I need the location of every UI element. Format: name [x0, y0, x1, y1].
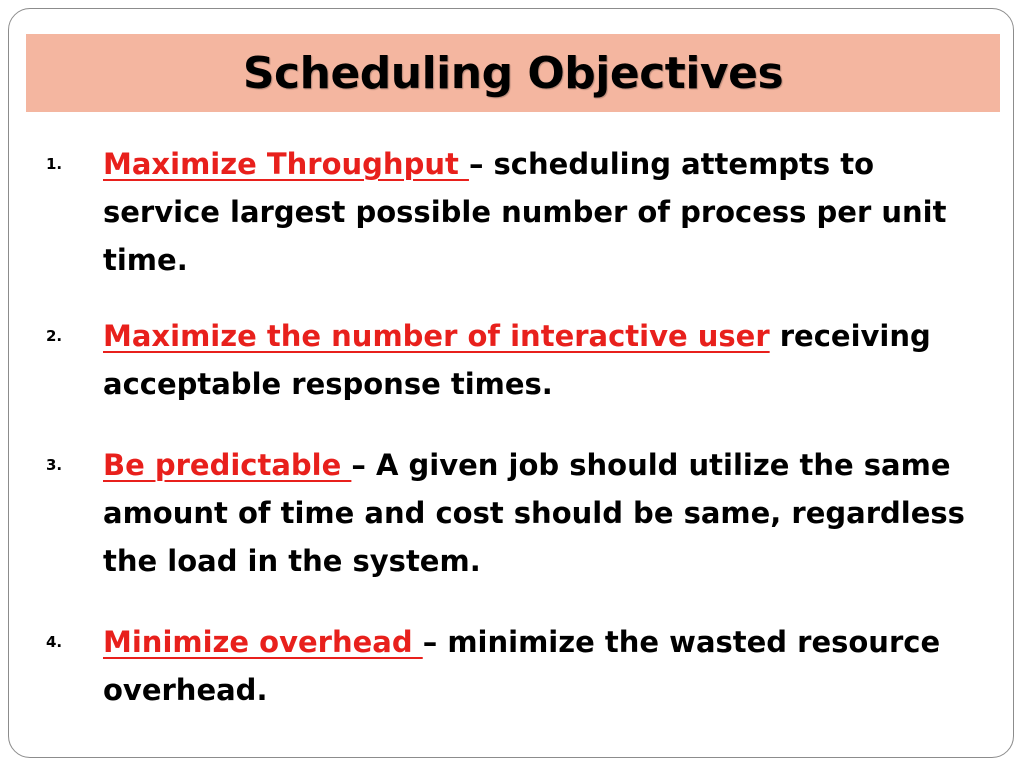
- objective-term: Maximize the number of interactive user: [103, 319, 770, 353]
- objective-item: [46, 312, 996, 408]
- objective-term: Maximize Throughput: [103, 147, 469, 181]
- objective-item: [46, 618, 996, 714]
- objective-description: receiving acceptable response times.: [103, 319, 931, 401]
- objective-number: 4.: [46, 633, 63, 651]
- objective-item: [46, 140, 996, 284]
- objective-term: Be predictable: [103, 448, 352, 482]
- objective-number: 1.: [46, 155, 63, 173]
- objectives-list: [46, 140, 996, 714]
- objective-description: – A given job should utilize the same amount of time and cost should be same, regardless the load in the system.: [103, 448, 965, 578]
- objective-description: – scheduling attempts to service largest possible number of process per unit time.: [103, 147, 947, 277]
- slide-title: Scheduling Objectives: [242, 47, 784, 99]
- objective-term: Minimize overhead: [103, 625, 423, 659]
- objective-number: 2.: [46, 327, 63, 345]
- objective-number: 3.: [46, 456, 63, 474]
- title-bar: [26, 34, 1000, 112]
- objective-item: [46, 441, 996, 585]
- objective-description: – minimize the wasted resource overhead.: [103, 625, 941, 707]
